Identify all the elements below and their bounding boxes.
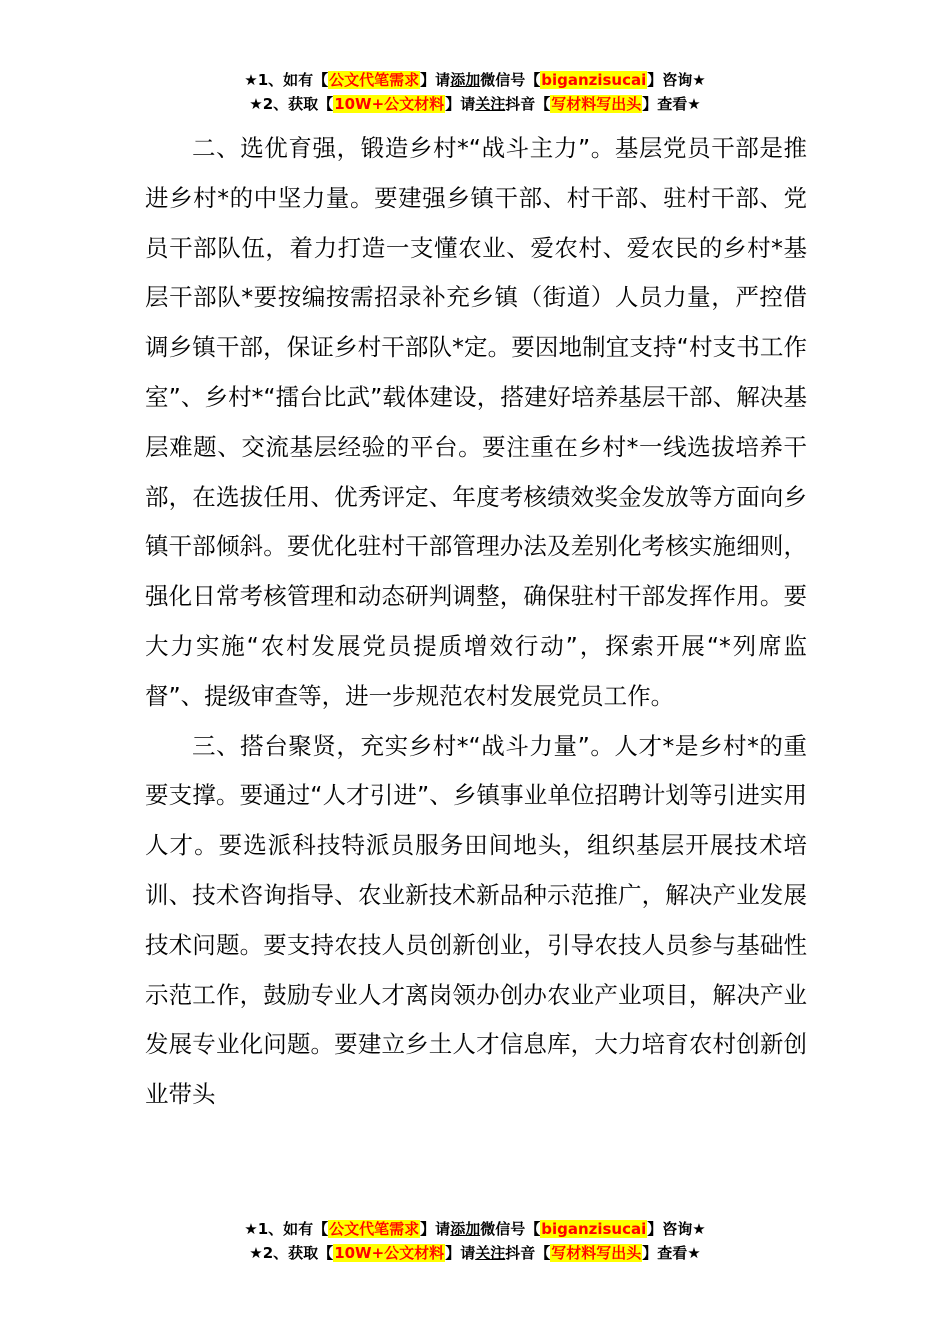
banner-line-1-mid: 】请 [420,71,451,89]
banner-line-2-mid-2: 抖音【 [505,95,551,113]
banner-line-2-suffix: 】查看★ [642,95,701,113]
banner-line-1 [0,68,950,92]
footer-line-2-highlight-materials: 10W+公文材料 [334,1244,445,1262]
footer-line-1-suffix: 】咨询★ [647,1220,706,1238]
footer-line-1-highlight-wechat: biganzisucai [541,1220,647,1238]
banner-line-1-mid-2: 微信号【 [480,71,541,89]
footer-line-1-prefix: ★1、如有【 [244,1220,329,1238]
banner-line-1-highlight-service: 公文代笔需求 [329,71,420,89]
footer-line-1 [0,1217,950,1241]
banner-line-1-prefix: ★1、如有【 [244,71,329,89]
footer-line-2-suffix: 】查看★ [642,1244,701,1262]
footer-line-1-highlight-service: 公文代笔需求 [329,1220,420,1238]
footer-line-1-mid: 】请 [420,1220,451,1238]
banner-line-2-highlight-materials: 10W+公文材料 [334,95,445,113]
banner-line-2-highlight-douyin: 写材料写出头 [551,95,642,113]
footer-line-2 [0,1241,950,1265]
banner-line-2-emphasis: 关注 [475,95,506,113]
paragraph-section-two: 二、选优育强，锻造乡村*“战斗主力”。基层党员干部是推进乡村*的中坚力量。要建强乡镇干部、村干部、驻村干部、党员干部队伍，着力打造一支懂农业、爱农村、爱农民的乡村*基层干部队*要按编按需招录补充乡镇（街道）人员力量，严控借调乡镇干部，保证乡村干部队*定。要因地制宜支持“村支书工作室”、乡村*“擂台比武”载体建设，搭建好培养基层干部、解决基层难题、交流基层经验的平台。要注重在乡村*一线选拔培养干部，在选拔任用、优秀评定、年度考核绩效奖金发放等方面向乡镇干部倾斜。要优化驻村干部管理办法及差别化考核实施细则，强化日常考核管理和动态研判调整，确保驻村干部发挥作用。要大力实施“农村发展党员提质增效行动”，探索开展“*列席监督”、提级审查等，进一步规范农村发展党员工作。 [145,134,807,710]
banner-line-1-highlight-wechat: biganzisucai [541,71,647,89]
footer-line-2-mid-2: 抖音【 [505,1244,551,1262]
footer-banner [0,1217,950,1265]
document-body [145,124,807,1120]
footer-line-1-mid-2: 微信号【 [480,1220,541,1238]
banner-line-2-prefix: ★2、获取【 [249,95,334,113]
footer-line-2-emphasis: 关注 [475,1244,506,1262]
banner-line-2 [0,92,950,116]
header-banner [0,68,950,116]
paragraph-section-three: 三、搭台聚贤，充实乡村*“战斗力量”。人才*是乡村*的重要支撑。要通过“人才引进”、乡镇事业单位招聘计划等引进实用人才。要选派科技特派员服务田间地头，组织基层开展技术培训、技术咨询指导、农业新技术新品种示范推广，解决产业发展技术问题。要支持农技人员创新创业，引导农技人员参与基础性示范工作，鼓励专业人才离岗领办创办农业产业项目，解决产业发展专业化问题。要建立乡土人才信息库，大力培育农村创新创业带头 [145,731,807,1109]
footer-line-2-highlight-douyin: 写材料写出头 [551,1244,642,1262]
footer-line-1-emphasis: 添加 [450,1220,481,1238]
banner-line-2-mid: 】请 [445,95,476,113]
footer-line-2-mid: 】请 [445,1244,476,1262]
banner-line-1-suffix: 】咨询★ [647,71,706,89]
banner-line-1-emphasis: 添加 [450,71,481,89]
footer-line-2-prefix: ★2、获取【 [249,1244,334,1262]
